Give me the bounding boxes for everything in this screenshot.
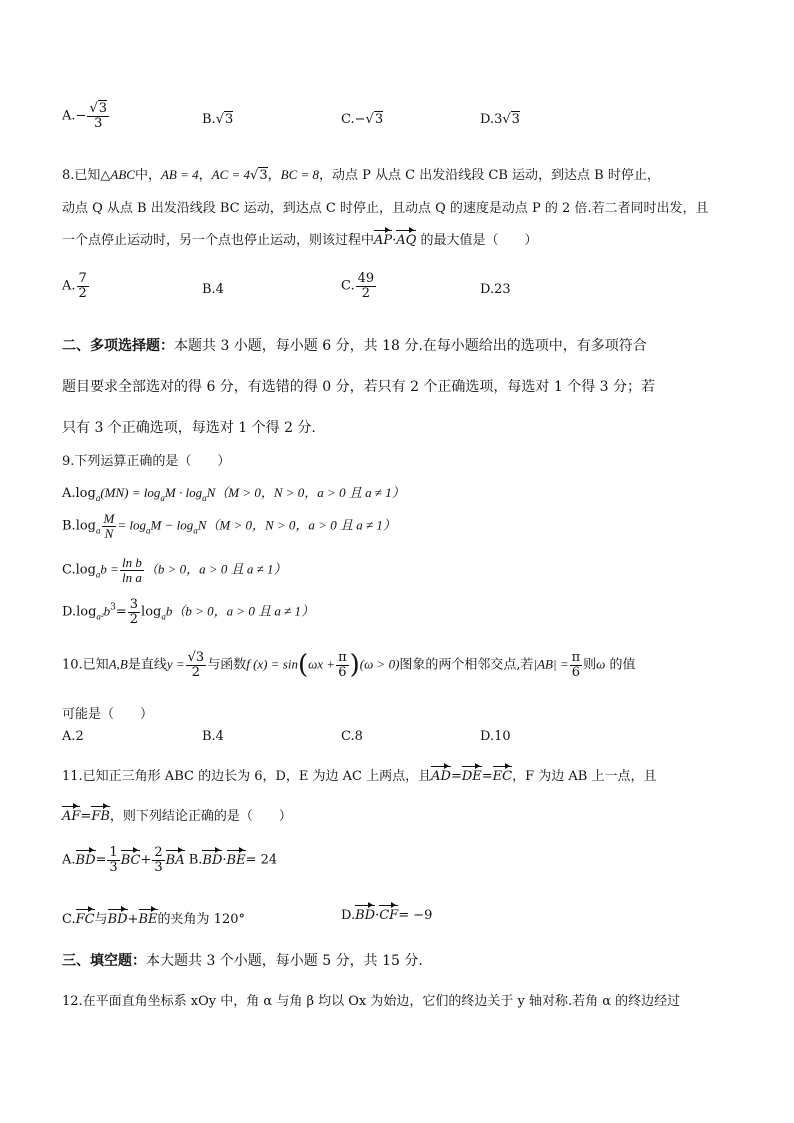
vector: FC <box>75 912 95 927</box>
log-base: a <box>96 525 101 536</box>
sqrt-value: 3 <box>511 112 520 127</box>
q10-line-1: 10.已知A,B是直线y = $\frac{√3}{2}$ 与函数f (x) = sin(ωx + $\frac{\pi}{6}$ )(ω > 0)图象的两个相邻交点,若|AB| = $\frac{\pi}{6}$ 则ω 的值 <box>62 649 636 680</box>
option-label: A. <box>62 278 76 294</box>
text: A.log <box>62 486 96 501</box>
numerator: 49 <box>357 271 375 286</box>
text: y = <box>166 656 185 672</box>
vector: BA <box>165 852 185 868</box>
log-base: a <box>202 493 207 503</box>
text: 本大题共 3 个小题，每小题 5 分，共 15 分. <box>146 953 423 969</box>
q10-option-c: C.8 <box>341 729 363 744</box>
q10-option-d: D.10 <box>480 729 511 744</box>
q8-option-a <box>62 272 90 300</box>
vector: BE <box>138 912 158 927</box>
equation: BC = 8 <box>280 167 320 182</box>
q7-option-b: B.√3 <box>202 112 234 127</box>
q8-line-3 <box>62 229 538 248</box>
q7-option-c: C.−√3 <box>341 112 384 127</box>
q9-option-c <box>62 556 287 584</box>
q11-line-1 <box>62 765 656 784</box>
numerator: 2 <box>154 845 163 860</box>
denominator: 3 <box>154 859 163 875</box>
equation: AC = 4 <box>211 167 251 182</box>
section-2-line-2: 题目要求全部选对的得 6 分，有选错的得 0 分，若只有 2 个正确选项，每选对 1 个得 3 分；若 <box>62 379 656 395</box>
q7-option-d: D.3√3 <box>480 112 520 127</box>
equals: = <box>481 769 493 784</box>
option-label: D.3 <box>480 112 503 127</box>
fraction <box>77 272 89 300</box>
text: = 24 <box>245 852 278 868</box>
option-label: B. <box>188 852 203 868</box>
vector: BD <box>202 852 223 868</box>
vector: BD <box>75 852 96 868</box>
text: 11.已知正三角形 ABC 的边长为 6，D，E 为边 AC 上两点，且 <box>62 769 432 784</box>
text: 的值 <box>609 657 636 673</box>
fraction <box>107 846 119 874</box>
q9-option-b <box>62 512 396 540</box>
denominator: 2 <box>361 285 371 301</box>
fraction: $\frac{√3}{3}$ <box>89 101 108 131</box>
q9-option-a <box>62 482 405 503</box>
text: log <box>141 604 162 620</box>
fraction <box>356 272 377 300</box>
equals: = <box>80 809 92 824</box>
text: M − log <box>150 517 194 533</box>
vector: AP <box>374 233 393 248</box>
argument: ωx + <box>308 656 336 672</box>
text: 的最大值是（ ） <box>420 233 538 248</box>
section-2-line-3: 只有 3 个正确选项，每选对 1 个得 2 分. <box>62 420 316 436</box>
vector: BD <box>107 912 128 927</box>
q8-option-c <box>341 272 377 300</box>
log-base: a <box>161 611 166 622</box>
sqrt-value: 3 <box>374 112 384 127</box>
omega: ω <box>596 656 606 672</box>
denominator: 3 <box>94 115 103 131</box>
minus-sign: − <box>354 112 366 127</box>
q8-line-1: 8.已知△ABC中，AB = 4，AC = 4√3，BC = 8，动点 P 从点 C 出发沿线段 CB 运动，到达点 B 时停止， <box>62 167 660 183</box>
text: b = <box>100 561 119 577</box>
option-label: D. <box>341 908 356 923</box>
vector: BD <box>355 908 376 923</box>
text: = log <box>117 517 146 533</box>
text: N（M > 0，N > 0，a > 0 且 a ≠ 1） <box>206 485 405 500</box>
text: 的夹角为 120° <box>157 912 245 927</box>
q12-line-1: 12.在平面直角坐标系 xOy 中，角 α 与角 β 均以 Ox 为始边，它们的终边关于 y 轴对称.若角 α 的终边经过 <box>62 994 681 1009</box>
fraction <box>128 598 140 626</box>
denominator: 6 <box>338 664 347 680</box>
numerator: 1 <box>109 845 118 860</box>
plus: + <box>140 852 152 868</box>
equals: = <box>95 852 107 868</box>
equation: AB = 4 <box>160 167 199 182</box>
text: D.log <box>62 604 97 620</box>
q8-option-b: B.4 <box>202 282 224 297</box>
dot-operator: · <box>375 908 380 923</box>
equals: = <box>450 769 462 784</box>
q8-line-2: 动点 Q 从点 B 出发沿线段 BC 运动，到达点 C 时停止，且动点 Q 的速度是动点 P 的 2 倍.若二者同时出发，且 <box>62 201 709 216</box>
section-3-header <box>62 950 423 970</box>
sqrt-value: 3 <box>259 168 268 183</box>
text: N（M > 0，N > 0，a > 0 且 a ≠ 1） <box>197 517 396 533</box>
log-base: a <box>160 493 165 503</box>
q11-option-c <box>62 908 245 927</box>
vector: EC <box>492 769 513 784</box>
numerator: √3 <box>187 649 205 665</box>
option-label: C. <box>341 278 355 294</box>
section-title: 三、填空题： <box>62 953 146 969</box>
points: A,B <box>108 656 128 672</box>
numerator: π <box>338 649 347 665</box>
abs-value: |AB| = <box>533 656 569 672</box>
q10-option-a: A.2 <box>62 729 84 744</box>
text: = −9 <box>398 908 433 923</box>
text: 是直线 <box>127 657 167 673</box>
text: 则 <box>583 657 597 673</box>
q9-option-d <box>62 598 314 626</box>
text: (MN) = log <box>100 485 161 500</box>
vector: AD <box>431 769 451 784</box>
function: f (x) = sin <box>246 656 298 672</box>
fraction <box>336 651 349 679</box>
q11-option-a-b <box>62 846 277 874</box>
text: ，则下列结论正确的是（ ） <box>109 809 292 824</box>
log-base: a <box>145 525 151 536</box>
vector: AF <box>62 809 81 824</box>
text: log <box>75 518 96 534</box>
equals: = <box>115 604 127 620</box>
denominator: 3 <box>109 859 118 875</box>
sqrt-value: 3 <box>98 101 108 116</box>
minus-sign: − <box>75 108 87 124</box>
q11-line-2 <box>62 805 292 824</box>
text: ，F 为边 AB 上一点，且 <box>512 769 657 784</box>
numerator: M <box>103 511 115 526</box>
text: M · log <box>164 485 203 500</box>
numerator: 3 <box>129 597 139 612</box>
condition: (ω > 0) <box>359 656 400 672</box>
text: b <box>103 603 111 619</box>
text: 中， <box>134 168 161 183</box>
text: 一个点停止运动时，另一个点也停止运动，则该过程中 <box>62 233 375 248</box>
fraction <box>102 512 117 540</box>
section-2-line-1 <box>62 335 647 355</box>
text: b（b > 0，a > 0 且 a ≠ 1） <box>165 603 315 619</box>
q8-option-d: D.23 <box>480 282 511 297</box>
numerator: π <box>571 649 581 665</box>
q10-option-b: B.4 <box>202 729 224 744</box>
vector: FB <box>91 809 110 824</box>
denominator: N <box>104 525 114 541</box>
triangle-name: ABC <box>110 167 135 182</box>
sqrt-value: 3 <box>224 112 234 127</box>
dot-operator: · <box>222 852 227 868</box>
vector: CF <box>379 908 399 923</box>
dot-operator: · <box>392 233 397 248</box>
option-label: B. <box>62 518 76 534</box>
log-base: a <box>95 569 101 580</box>
text: 本题共 3 小题，每小题 6 分，共 18 分.在每小题给出的选项中，有多项符合 <box>174 338 647 354</box>
fraction <box>120 556 144 584</box>
section-title: 二、多项选择题： <box>62 338 174 354</box>
denominator: 6 <box>571 664 581 680</box>
vector: BE <box>226 852 246 868</box>
text: 与 <box>94 912 108 927</box>
text: 10.已知 <box>62 657 109 673</box>
plus: + <box>127 912 139 927</box>
fraction <box>570 651 583 679</box>
log-base: a <box>193 525 198 536</box>
text: ，动点 P 从点 C 出发沿线段 CB 运动，到达点 B 时停止， <box>319 168 660 183</box>
log-base: a² <box>96 611 104 622</box>
vector: DE <box>461 769 482 784</box>
fraction <box>186 651 207 679</box>
q11-option-d <box>341 908 432 923</box>
exponent: 3 <box>110 602 116 613</box>
text: （b > 0，a > 0 且 a ≠ 1） <box>144 561 287 577</box>
option-label: C. <box>62 912 76 927</box>
denominator: 2 <box>191 664 201 680</box>
fraction <box>152 846 164 874</box>
numerator: ln b <box>121 555 142 570</box>
option-label: A. <box>62 108 76 124</box>
option-label: A. <box>62 852 76 868</box>
q9-stem: 9.下列运算正确的是（ ） <box>62 454 231 469</box>
option-label: B. <box>202 112 216 127</box>
text: 8.已知△ <box>62 168 111 183</box>
text: C.log <box>62 562 96 578</box>
numerator: 7 <box>78 271 87 286</box>
option-label: C. <box>341 112 355 127</box>
log-base: a <box>95 493 101 503</box>
denominator: ln a <box>121 569 142 585</box>
denominator: 2 <box>78 285 87 301</box>
text: 图象的两个相邻交点,若 <box>399 657 534 673</box>
q7-option-a <box>62 102 110 130</box>
vector: AQ <box>396 233 417 248</box>
vector: BC <box>120 852 141 868</box>
text: 与函数 <box>207 657 247 673</box>
q10-line-2: 可能是（ ） <box>62 707 154 722</box>
denominator: 2 <box>129 611 139 627</box>
